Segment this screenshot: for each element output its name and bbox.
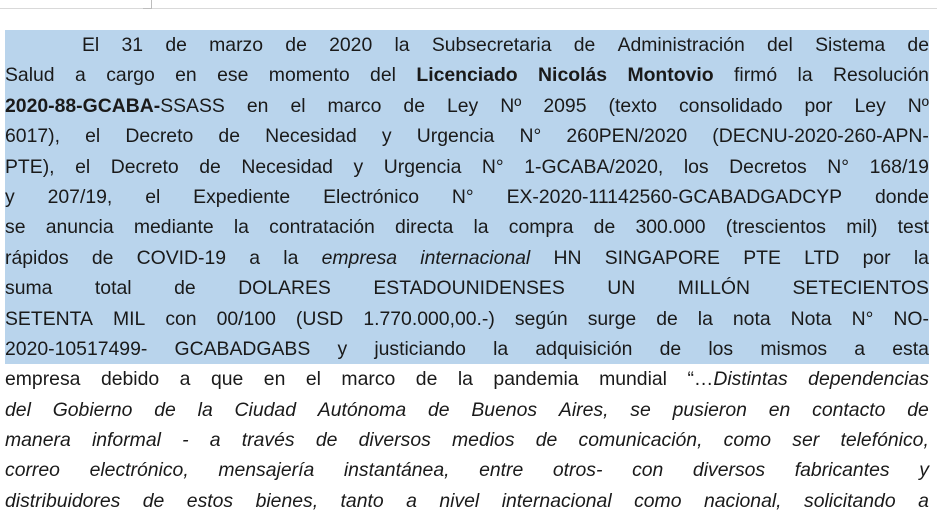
word: la: [394, 34, 410, 56]
word: de: [907, 34, 929, 56]
word: marco: [327, 94, 382, 117]
word: de: [165, 34, 187, 56]
word: empresa: [5, 368, 81, 391]
word: LTD: [804, 246, 840, 269]
word: PTE: [743, 246, 781, 269]
word: COVID-19: [136, 246, 227, 269]
word: N°: [451, 185, 474, 208]
word: (USD: [295, 307, 344, 330]
line-text: [5, 455, 929, 485]
word: con: [165, 307, 197, 330]
word: 2020: [329, 34, 373, 56]
word: PTE),: [5, 155, 55, 178]
word: de: [573, 34, 596, 56]
word: Urgencia: [416, 125, 495, 148]
word: HN: [553, 246, 582, 269]
word: manera: [5, 429, 71, 452]
word: 00/100: [216, 307, 276, 330]
word: de: [535, 429, 558, 452]
word: la: [233, 216, 249, 239]
word: 2095: [543, 94, 587, 117]
word: a: [179, 368, 191, 391]
word: N°: [827, 155, 850, 178]
word: Necesidad: [241, 155, 333, 178]
word: compra: [508, 216, 574, 239]
word: a: [918, 489, 929, 512]
word: DOLARES: [238, 277, 331, 300]
text-line-4: [5, 121, 929, 151]
word: empresa: [321, 246, 398, 269]
line-text: [5, 121, 929, 151]
word: Subsecretaria: [431, 34, 552, 56]
word: anuncia: [45, 216, 114, 239]
line-text: [5, 486, 929, 516]
line-text: [5, 243, 929, 273]
word: como: [723, 429, 772, 452]
text-line-10: [5, 304, 929, 334]
text-line-11: [5, 334, 929, 364]
word: en: [246, 94, 269, 117]
word: Montovio: [627, 64, 714, 87]
word: Gobierno: [52, 398, 133, 421]
text-line-3: [5, 91, 929, 121]
word: 1.770.000,00.-): [363, 307, 495, 330]
word: UN: [607, 277, 636, 300]
text-line-5: [5, 152, 929, 182]
text-line-1: [5, 30, 929, 60]
word: del: [5, 398, 31, 421]
word: diversos: [358, 429, 431, 452]
word: Nº: [500, 94, 522, 117]
word: marco: [341, 368, 396, 391]
line-text: [5, 152, 929, 182]
word: Administración: [617, 34, 745, 56]
word: pusieron: [672, 398, 747, 421]
word: directa: [395, 216, 454, 239]
word: se: [5, 216, 26, 239]
word: bienes,: [255, 489, 319, 512]
word: (texto: [608, 94, 657, 117]
word: comunicación,: [578, 429, 703, 452]
text-line-16: [5, 486, 929, 516]
line-text: [5, 304, 929, 334]
word: 2020-10517499-: [5, 337, 148, 360]
word: Licenciado: [416, 64, 518, 87]
word: Autónoma: [317, 398, 407, 421]
word: el: [145, 185, 161, 208]
word: de: [403, 94, 425, 117]
word: mensajería: [218, 459, 315, 482]
word: Nicolás: [538, 64, 608, 87]
word: tanto: [340, 489, 384, 512]
word: y: [353, 155, 364, 178]
word: (trescientos: [725, 216, 826, 239]
text-line-13: [5, 395, 929, 425]
word: el: [305, 368, 321, 391]
word: de: [91, 246, 114, 269]
word: esta: [892, 337, 929, 360]
word: y: [337, 337, 348, 360]
word: de: [154, 398, 176, 421]
word: cargo: [106, 64, 155, 87]
word: como: [634, 489, 682, 512]
document-page: [5, 30, 929, 516]
word: SETECIENTOS: [792, 277, 929, 300]
word: SETENTA: [5, 307, 93, 330]
word: de: [659, 337, 682, 360]
word: ese: [217, 64, 249, 87]
word: otros-: [552, 459, 603, 482]
word: ESTADOUNIDENSES: [373, 277, 565, 300]
word: y: [919, 459, 929, 482]
word: contratación: [269, 216, 375, 239]
word: de: [174, 277, 196, 300]
word: por: [862, 246, 891, 269]
word: de: [656, 307, 678, 330]
word: mundial: [599, 368, 667, 391]
word: la: [197, 398, 213, 421]
line-text: [5, 425, 929, 455]
word: NO-: [893, 307, 929, 330]
word: en: [768, 398, 791, 421]
word: el: [85, 125, 101, 148]
word: de: [415, 368, 438, 391]
word: 300.000: [635, 216, 706, 239]
word: la: [457, 368, 473, 391]
word: la: [913, 246, 929, 269]
word: internacional: [501, 489, 612, 512]
word: a: [854, 337, 866, 360]
word: Nota: [790, 307, 832, 330]
word: la: [697, 307, 713, 330]
word: de: [907, 398, 929, 421]
word: que: [210, 368, 244, 391]
word: los: [683, 155, 709, 178]
word: se: [630, 398, 651, 421]
word: N°: [851, 307, 874, 330]
word: 207/19,: [47, 185, 113, 208]
word: nacional,: [703, 489, 782, 512]
word: momento: [268, 64, 350, 87]
word: Nº: [907, 94, 929, 117]
word: solicitando: [804, 489, 896, 512]
word: fabricantes: [794, 459, 890, 482]
word: EX-2020-11142560-GCABADGADCYP: [506, 185, 843, 208]
word: través: [241, 429, 295, 452]
word: Resolución: [833, 64, 929, 87]
word: 2020-88-GCABA-SSASS: [5, 94, 225, 117]
word: donde: [875, 185, 929, 208]
word: consolidado: [678, 94, 783, 117]
word: ser: [792, 429, 820, 452]
word: del: [766, 34, 793, 56]
word: del: [370, 64, 396, 87]
word: mil): [846, 216, 878, 239]
line-text: [5, 395, 929, 425]
word: Salud: [5, 64, 55, 87]
word: 168/19: [869, 155, 929, 178]
word: MILLÓN: [677, 277, 750, 300]
word: internacional: [420, 246, 531, 269]
word: (DECNU-2020-260-APN-: [712, 125, 929, 148]
word: por: [804, 94, 833, 117]
word: a: [75, 64, 86, 87]
word: Expediente: [193, 185, 291, 208]
word: Urgencia: [383, 155, 462, 178]
word: El: [82, 34, 100, 56]
word: test: [897, 216, 929, 239]
word: según: [514, 307, 568, 330]
word: de: [427, 398, 450, 421]
word: en: [175, 64, 197, 87]
text-line-14: [5, 425, 929, 455]
word: y: [381, 125, 392, 148]
line-text: [5, 334, 929, 364]
word: la: [473, 216, 489, 239]
word: dependencias: [808, 368, 929, 391]
text-line-8: [5, 243, 929, 273]
word: Ley: [854, 94, 886, 117]
text-line-2: [5, 60, 929, 90]
word: y: [5, 185, 15, 208]
word: estos: [186, 489, 234, 512]
word: total: [94, 277, 132, 300]
word: nivel: [439, 489, 480, 512]
word: la: [493, 337, 509, 360]
word: MIL: [113, 307, 146, 330]
word: Electrónico: [323, 185, 420, 208]
text-line-15: [5, 455, 929, 485]
word: surge: [587, 307, 637, 330]
word: firmó: [734, 64, 778, 87]
word: de: [315, 429, 338, 452]
word: el: [290, 94, 306, 117]
word: suma: [5, 277, 53, 300]
word: Decreto: [125, 125, 194, 148]
text-line-9: [5, 273, 929, 303]
line-text: [5, 212, 929, 242]
word: debido: [100, 368, 160, 391]
word: pandemia: [493, 368, 579, 391]
word: 6017),: [5, 125, 60, 148]
document-top-edge: [0, 0, 937, 9]
word: 260PEN/2020: [566, 125, 688, 148]
word: diversos: [692, 459, 766, 482]
word: justiciando: [374, 337, 466, 360]
word: “…Distintas: [687, 368, 788, 391]
word: la: [797, 64, 813, 87]
word: SINGAPORE: [604, 246, 720, 269]
word: 1-GCABA/2020,: [524, 155, 664, 178]
word: electrónico,: [89, 459, 189, 482]
word: en: [263, 368, 286, 391]
word: nota: [732, 307, 771, 330]
word: Decretos: [729, 155, 807, 178]
text-line-6: [5, 182, 929, 212]
word: de: [593, 216, 616, 239]
line-text: [5, 364, 929, 394]
word: N°: [519, 125, 542, 148]
line-text: [5, 273, 929, 303]
word: Aires,: [558, 398, 609, 421]
word: contacto: [812, 398, 886, 421]
text-line-7: [5, 212, 929, 242]
word: a: [209, 429, 221, 452]
word: GCABADGABS: [174, 337, 311, 360]
word: N°: [481, 155, 504, 178]
line-text: [5, 91, 929, 121]
word: rápidos: [5, 246, 69, 269]
word: medios: [452, 429, 515, 452]
word: Necesidad: [265, 125, 357, 148]
word: correo: [5, 459, 60, 482]
word: 31: [121, 34, 144, 56]
word: telefónico,: [840, 429, 929, 452]
word: mismos: [760, 337, 828, 360]
word: el: [75, 155, 91, 178]
line-text: [5, 60, 929, 90]
word: de: [199, 155, 221, 178]
word: Buenos: [471, 398, 538, 421]
word: con: [632, 459, 664, 482]
word: los: [708, 337, 734, 360]
word: instantánea,: [343, 459, 450, 482]
word: Sistema: [815, 34, 886, 56]
word: marzo: [209, 34, 264, 56]
word: -: [182, 429, 189, 452]
word: a: [406, 489, 417, 512]
line-text: [5, 182, 929, 212]
text-line-12: [5, 364, 929, 394]
word: a: [249, 246, 261, 269]
word: distribuidores: [5, 489, 121, 512]
word: Ley: [446, 94, 479, 117]
word: adquisición: [535, 337, 633, 360]
word: de: [285, 34, 307, 56]
word: de: [218, 125, 240, 148]
word: de: [142, 489, 165, 512]
word: la: [283, 246, 299, 269]
page-corner-mark: [143, 0, 152, 9]
line-text: [82, 30, 929, 60]
word: Ciudad: [234, 398, 296, 421]
word: entre: [479, 459, 524, 482]
word: informal: [91, 429, 161, 452]
word: Decreto: [110, 155, 179, 178]
word: mediante: [133, 216, 214, 239]
